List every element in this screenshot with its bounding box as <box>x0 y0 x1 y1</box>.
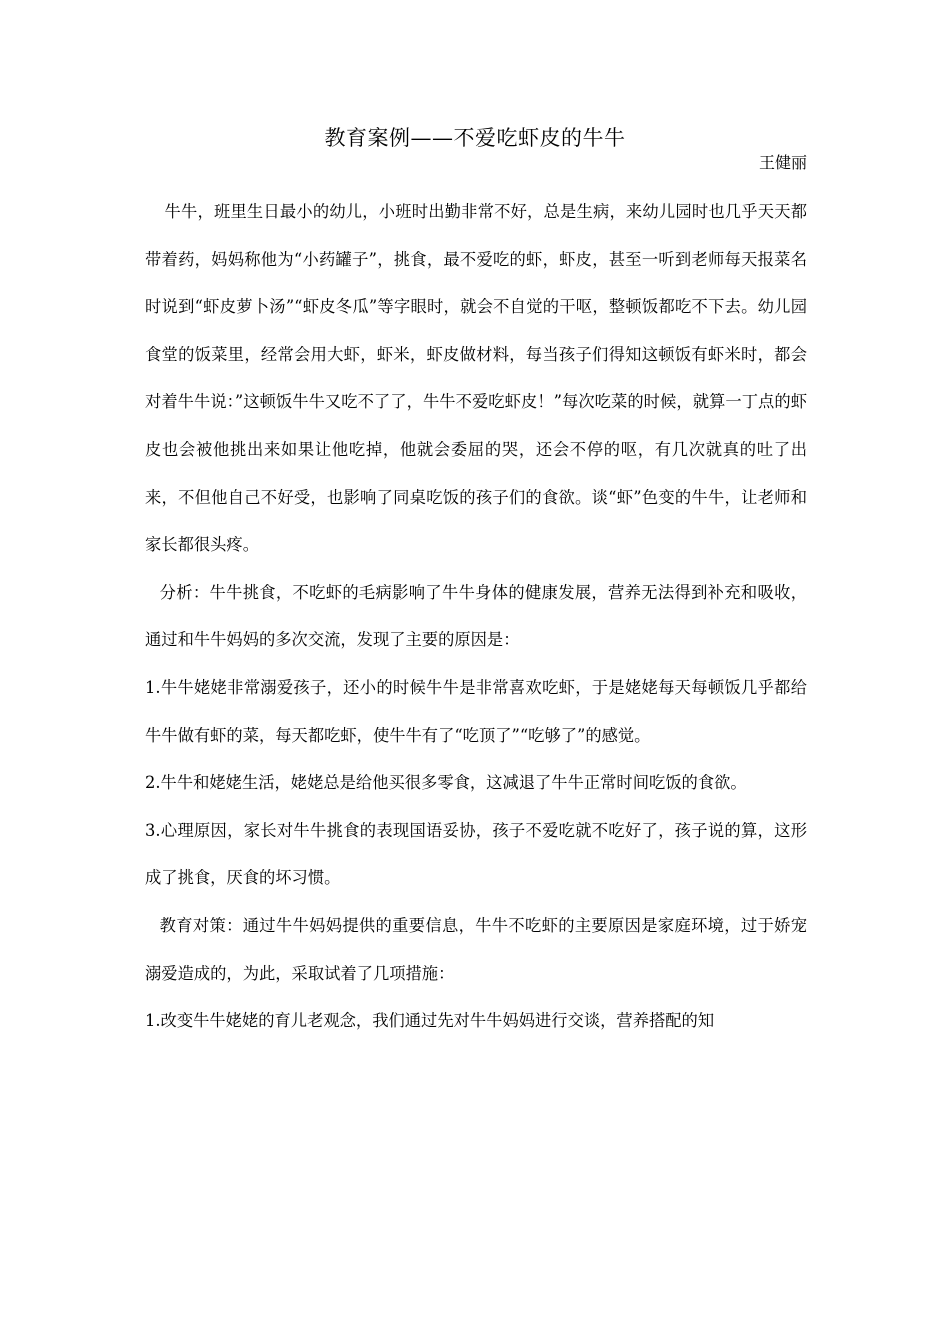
paragraph-strategy: 教育对策：通过牛牛妈妈提供的重要信息，牛牛不吃虾的主要原因是家庭环境，过于娇宠溺爱造成的，为此，采取试着了几项措施： <box>145 915 807 983</box>
paragraph-analysis: 分析：牛牛挑食，不吃虾的毛病影响了牛牛身体的健康发展，营养无法得到补充和吸收，通过和牛牛妈妈的多次交流，发现了主要的原因是： <box>145 582 807 650</box>
document-body <box>145 188 807 1045</box>
document-author: 王健丽 <box>758 153 807 172</box>
document-title: 教育案例——不爱吃虾皮的牛牛 <box>324 126 626 150</box>
paragraph-case-description: 牛牛，班里生日最小的幼儿，小班时出勤非常不好，总是生病，来幼儿园时也几乎天天都带着药，妈妈称他为“小药罐子”，挑食，最不爱吃的虾，虾皮，甚至一听到老师每天报菜名时说到“虾皮萝卜汤”“虾皮冬瓜”等字眼时，就会不自觉的干呕，整顿饭都吃不下去。幼儿园食堂的饭菜里，经常会用大虾，虾米，虾皮做材料，每当孩子们得知这顿饭有虾米时，都会对着牛牛说：”这顿饭牛牛又吃不了了，牛牛不爱吃虾皮！”每次吃菜的时候，就算一丁点的虾皮也会被他挑出来如果让他吃掉，他就会委屈的哭，还会不停的呕，有几次就真的吐了出来，不但他自己不好受，也影响了同桌吃饭的孩子们的食欲。谈“虾”色变的牛牛，让老师和家长都很头疼。 <box>145 202 807 555</box>
paragraph-reason-2: 2.牛牛和姥姥生活，姥姥总是给他买很多零食，这减退了牛牛正常时间吃饭的食欲。 <box>145 773 747 793</box>
paragraph-measure-1: 1.改变牛牛姥姥的育儿老观念，我们通过先对牛牛妈妈进行交谈，营养搭配的知 <box>145 1011 715 1031</box>
paragraph-reason-3: 3.心理原因，家长对牛牛挑食的表现国语妥协，孩子不爱吃就不吃好了，孩子说的算，这形成了挑食，厌食的坏习惯。 <box>145 820 807 888</box>
paragraph-reason-1: 1.牛牛姥姥非常溺爱孩子，还小的时候牛牛是非常喜欢吃虾，于是姥姥每天每顿饭几乎都给牛牛做有虾的菜，每天都吃虾，使牛牛有了“吃顶了”“吃够了”的感觉。 <box>145 677 807 745</box>
